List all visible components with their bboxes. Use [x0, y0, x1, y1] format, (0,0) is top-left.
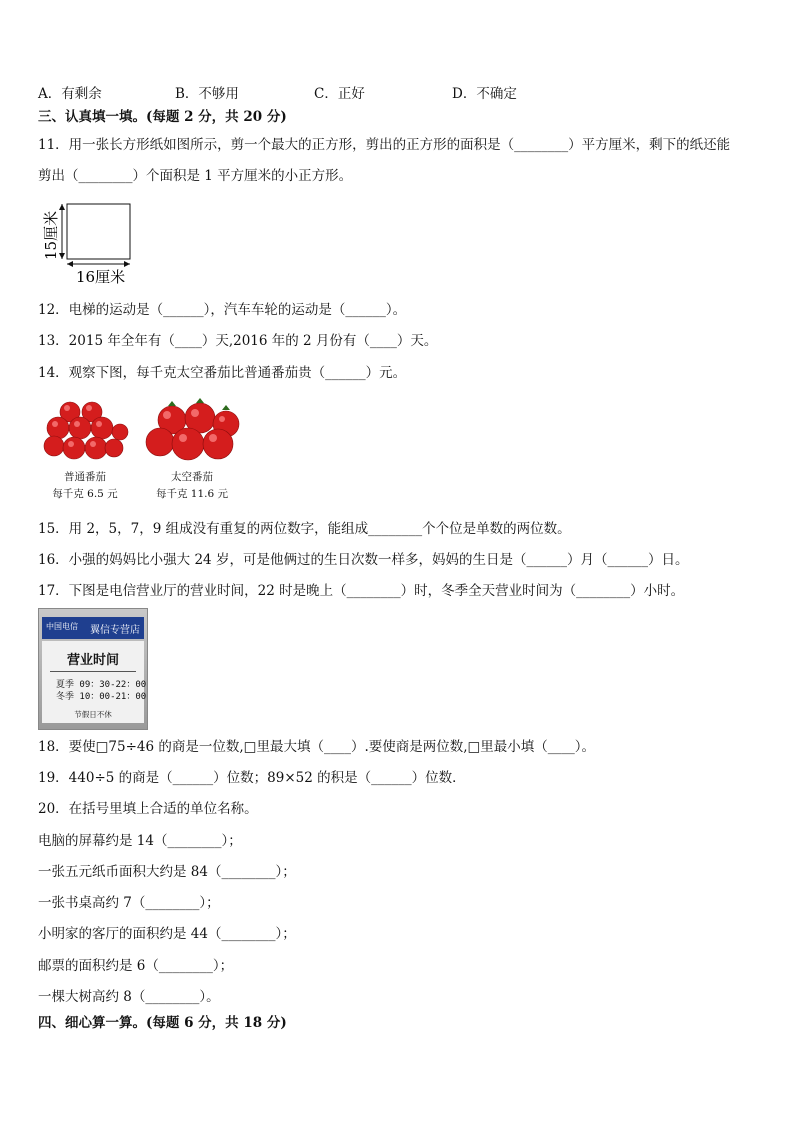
q20-item: 电脑的屏幕约是 14（________）； — [38, 833, 242, 849]
option-c: C．正好 — [314, 86, 365, 102]
q20-title: 20．在括号里填上合适的单位名称。 — [38, 801, 258, 817]
height-label: 15厘米 — [42, 210, 60, 260]
q17-text: 17．下图是电信营业厅的营业时间，22 时是晚上（________）时，冬季全天营业时间为（________）小时。 — [38, 583, 685, 599]
winter-hours: 冬季 10：00-21：00 — [56, 692, 147, 702]
q20-item: 邮票的面积约是 6（________）； — [38, 958, 234, 974]
sign-divider — [50, 671, 136, 672]
q20-item: 一张书桌高约 7（________）； — [38, 895, 220, 911]
q11-line1: 11．用一张长方形纸如图所示，剪一个最大的正方形，剪出的正方形的面积是（________）平方厘米，剩下的纸还能 — [38, 137, 731, 153]
store-name: 翼信专营店 — [90, 625, 140, 636]
q18-text: 18．要使□75÷46 的商是一位数,□里最大填（____）.要使商是两位数,□里最小填（____）。 — [38, 739, 596, 755]
q15-text: 15．用 2，5，7，9 组成没有重复的两位数字，能组成________个个位是单数的两位数。 — [38, 521, 571, 537]
sign-title: 营业时间 — [66, 653, 119, 668]
q20-item: 小明家的客厅的面积约是 44（________）； — [38, 926, 296, 942]
ordinary-tomato-name: 普通番茄 — [64, 471, 106, 483]
space-tomato-image — [142, 398, 244, 464]
section4-title: 四、细心算一算。(每题 6 分，共 18 分) — [38, 1015, 287, 1031]
q16-text: 16．小强的妈妈比小强大 24 岁，可是他俩过的生日次数一样多，妈妈的生日是（______）月（______）日。 — [38, 552, 689, 568]
telecom-logo: 中国电信 — [46, 622, 78, 631]
space-tomato-name: 太空番茄 — [171, 471, 213, 483]
option-b: B．不够用 — [175, 86, 239, 102]
section3-title: 三、认真填一填。(每题 2 分，共 20 分) — [38, 109, 287, 125]
business-hours-sign — [38, 608, 148, 730]
q19-text: 19．440÷5 的商是（______）位数；89×52 的积是（______）位数． — [38, 770, 466, 786]
rectangle-figure — [40, 198, 140, 288]
ordinary-tomato-price: 每千克 6.5 元 — [52, 488, 118, 500]
q20-item: 一棵大树高约 8（________）。 — [38, 989, 220, 1005]
sign-footer: 节假日不休 — [74, 710, 112, 719]
option-d: D．不确定 — [452, 86, 517, 102]
q14-text: 14．观察下图，每千克太空番茄比普通番茄贵（______）元。 — [38, 365, 407, 381]
q12-text: 12．电梯的运动是（______），汽车车轮的运动是（______）。 — [38, 302, 407, 318]
space-tomato-price: 每千克 11.6 元 — [155, 488, 229, 500]
option-a: A．有剩余 — [38, 86, 102, 102]
q20-item: 一张五元纸币面积大约是 84（________）； — [38, 864, 296, 880]
summer-hours: 夏季 09：30-22：00 — [56, 680, 147, 690]
sign-panel — [42, 641, 147, 723]
q11-line2: 剪出（________）个面积是 1 平方厘米的小正方形。 — [38, 168, 353, 184]
sign-header — [42, 617, 144, 639]
q13-text: 13．2015 年全年有（____）天,2016 年的 2 月份有（____）天。 — [38, 333, 438, 349]
ordinary-tomato-image — [40, 398, 130, 464]
width-label: 16厘米 — [76, 268, 126, 286]
